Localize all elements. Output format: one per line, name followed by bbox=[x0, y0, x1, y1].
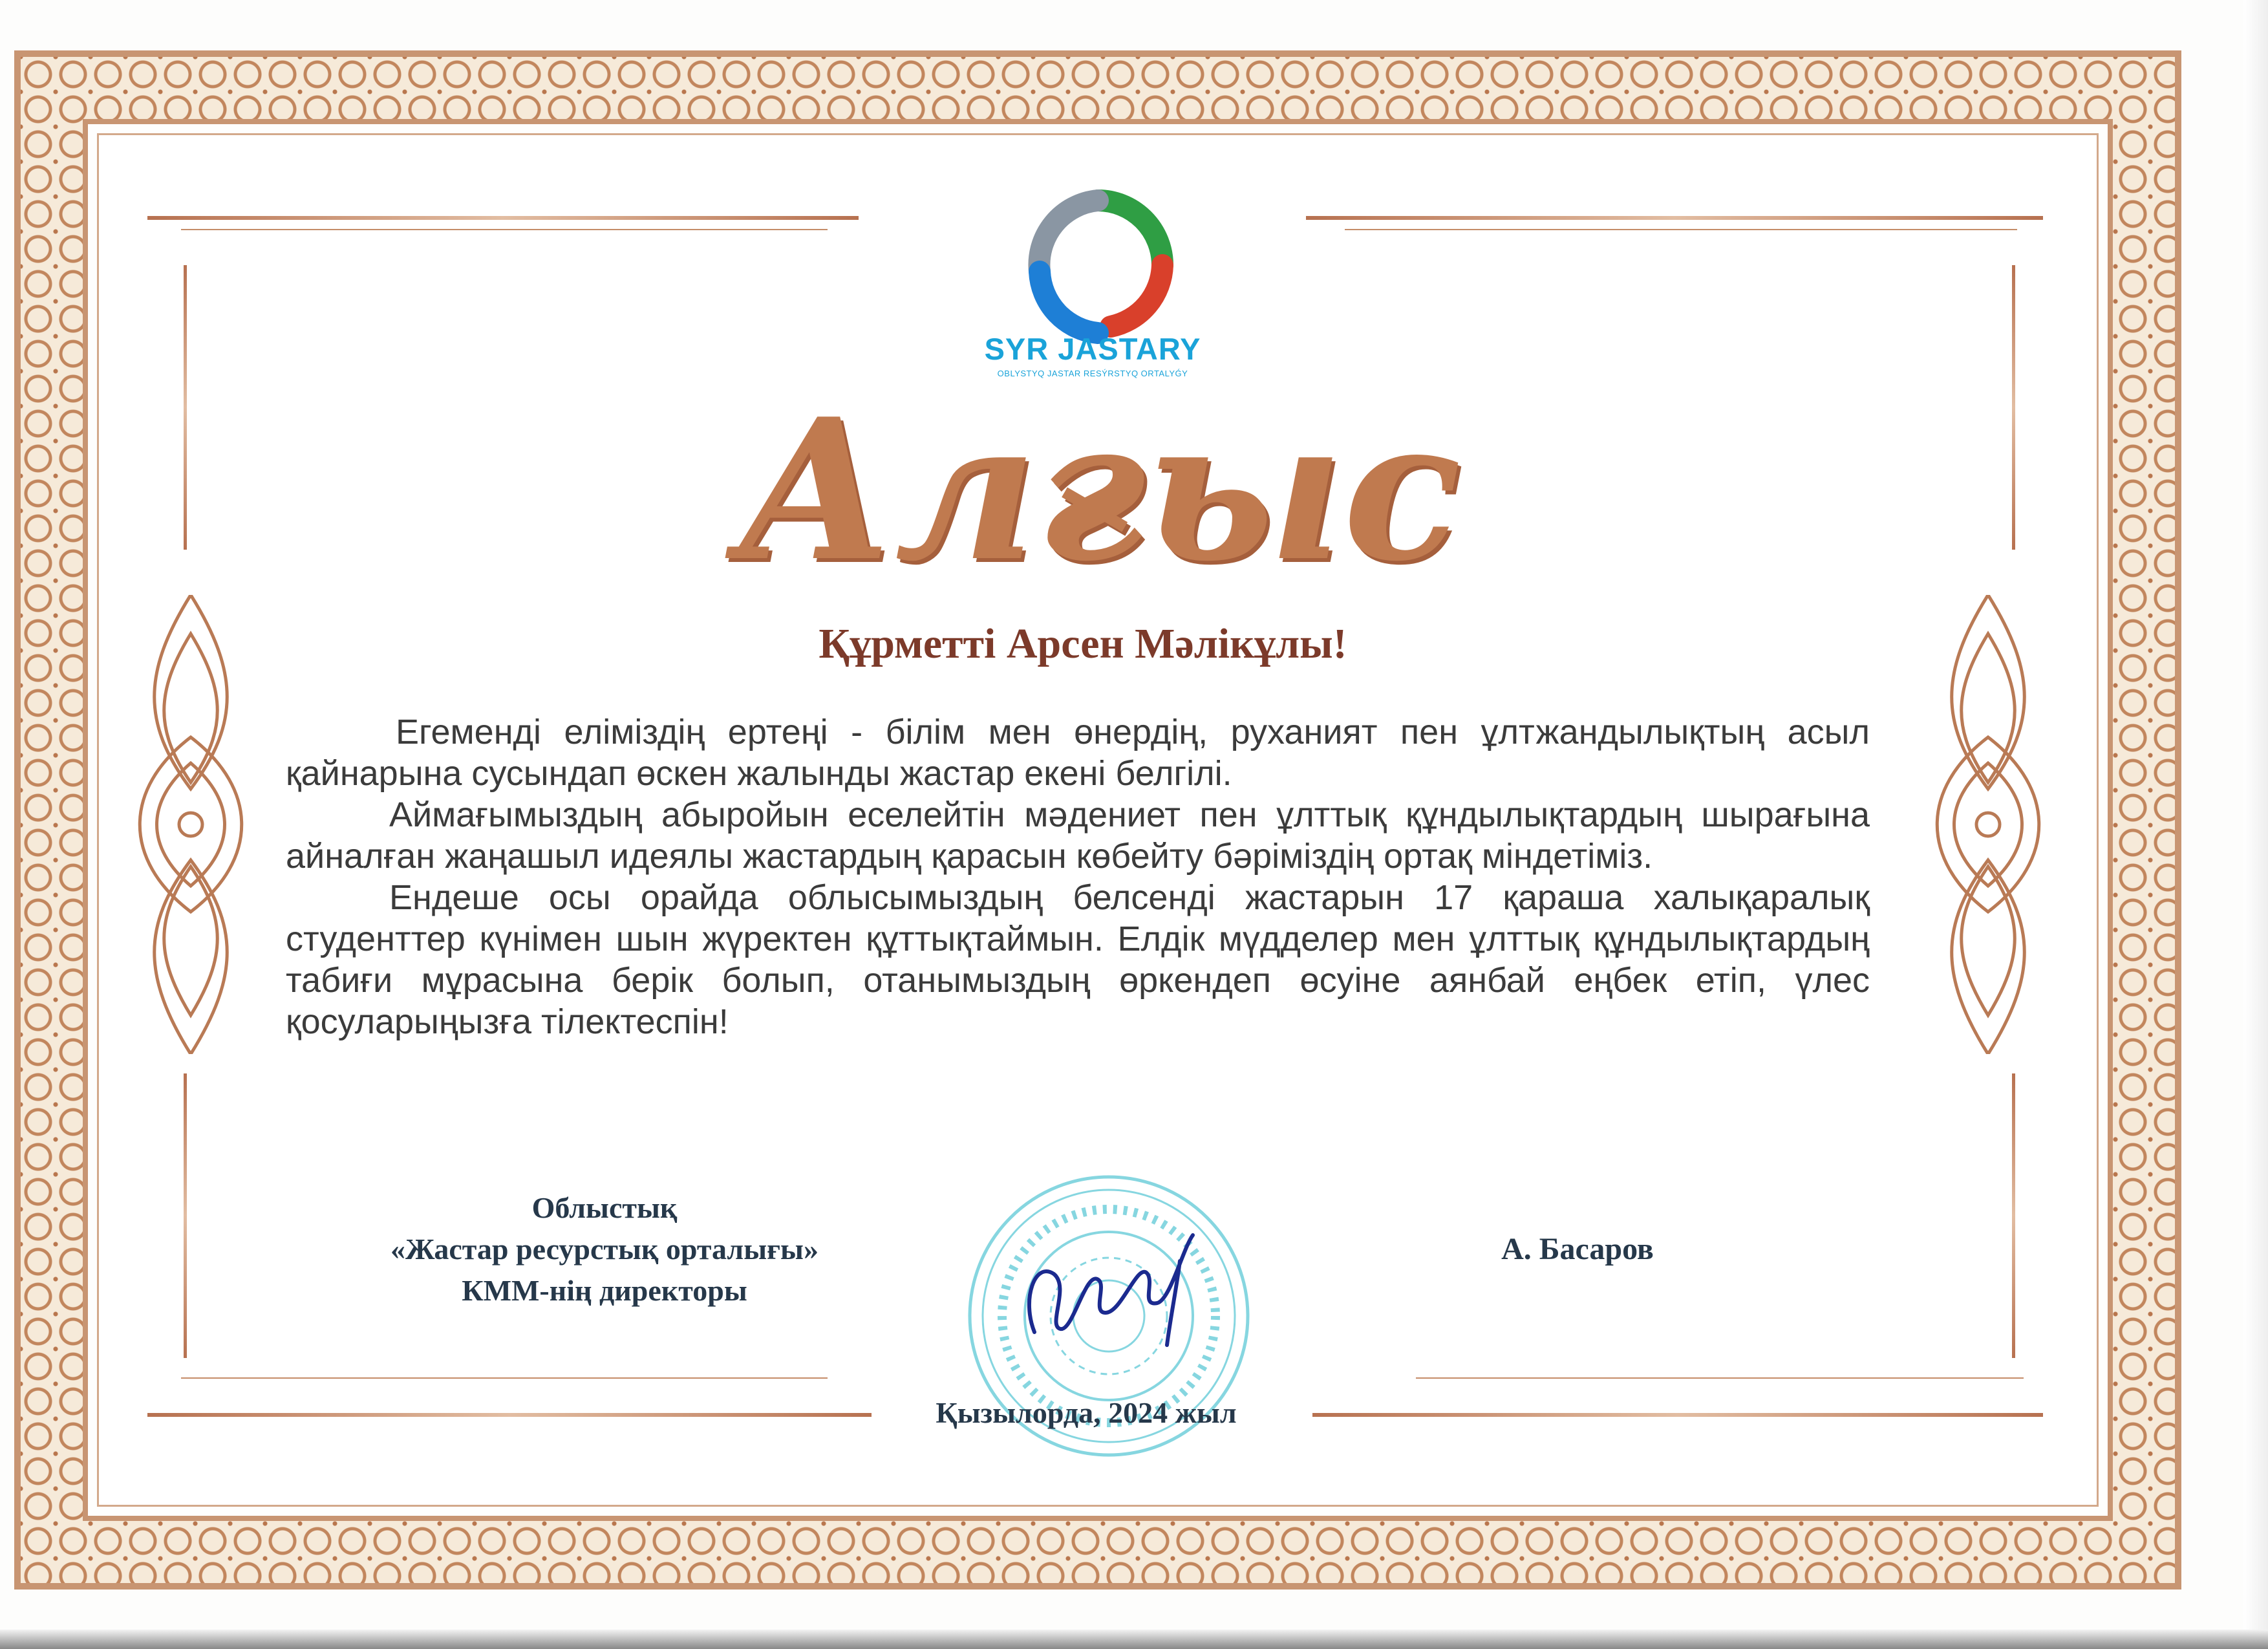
right-ornament-icon bbox=[1914, 595, 2062, 1054]
greeting: Құрметті Арсен Мәлікұлы! bbox=[818, 620, 1347, 667]
top-left-rule-thin bbox=[181, 229, 828, 230]
bottom-right-rule bbox=[1312, 1413, 2043, 1417]
left-vertical-rule-top bbox=[184, 265, 187, 550]
body-paragraph-2: Аймағымыздың абыройын еселейтін мәдениет пен ұлттық құндылықтардың шырағына айналған жаңашыл идеялы жастардың қарасын көбейту бәріміздің ортақ міндетіміз. bbox=[286, 795, 1870, 876]
bottom-left-rule-thin bbox=[181, 1377, 828, 1379]
signatory-line-1: Облыстық bbox=[531, 1191, 678, 1224]
bottom-left-rule bbox=[147, 1413, 872, 1417]
signatory-title bbox=[304, 1187, 905, 1311]
body-paragraph-1: Егеменді еліміздің ертеңі - білім мен өнердің, руханият пен ұлтжандылықтың асыл қайнарына сусындап өскен жалынды жастар екені белгілі. bbox=[286, 713, 1870, 793]
scan-edge bbox=[2243, 0, 2268, 1649]
right-vertical-rule-bottom bbox=[2012, 1073, 2015, 1358]
signatory-name: А. Басаров bbox=[1501, 1232, 1654, 1266]
body-text bbox=[286, 711, 1870, 1042]
scan-bottom-shadow bbox=[0, 1630, 2268, 1649]
top-left-rule bbox=[147, 216, 859, 220]
top-right-rule-thin bbox=[1345, 229, 2017, 230]
body-paragraph-3: Ендеше осы орайда облысымыздың белсенді жастарын 17 қараша халықаралық студенттер күнімен шын жүректен құттықтаймын. Елдік мүдделер мен ұлттық құндылықтардың табиғи мұрасына берік болып, отанымыздың өркендеп өсуіне аянбай еңбек етіп, үлес қосуларыңызға тілектеспін! bbox=[286, 878, 1870, 1041]
top-right-rule bbox=[1306, 216, 2043, 220]
handwritten-signature-icon bbox=[1009, 1222, 1222, 1352]
place-and-year: Қызылорда, 2024 жыл bbox=[936, 1396, 1237, 1429]
signatory-line-2: «Жастар ресурстық орталығы» bbox=[390, 1233, 818, 1266]
signatory-line-3: КММ-нің директоры bbox=[462, 1274, 747, 1307]
right-vertical-rule-top bbox=[2012, 265, 2015, 550]
left-ornament-icon bbox=[116, 595, 265, 1054]
bottom-right-rule-thin bbox=[1416, 1377, 2024, 1379]
logo-title: SYR JASTARY bbox=[984, 332, 1201, 366]
logo-subtitle: OBLYSTYQ JASTAR RESÝRSTYQ ORTALYǴY bbox=[997, 369, 1188, 378]
left-vertical-rule-bottom bbox=[184, 1073, 187, 1358]
certificate-heading: Алғыс bbox=[736, 376, 1462, 604]
